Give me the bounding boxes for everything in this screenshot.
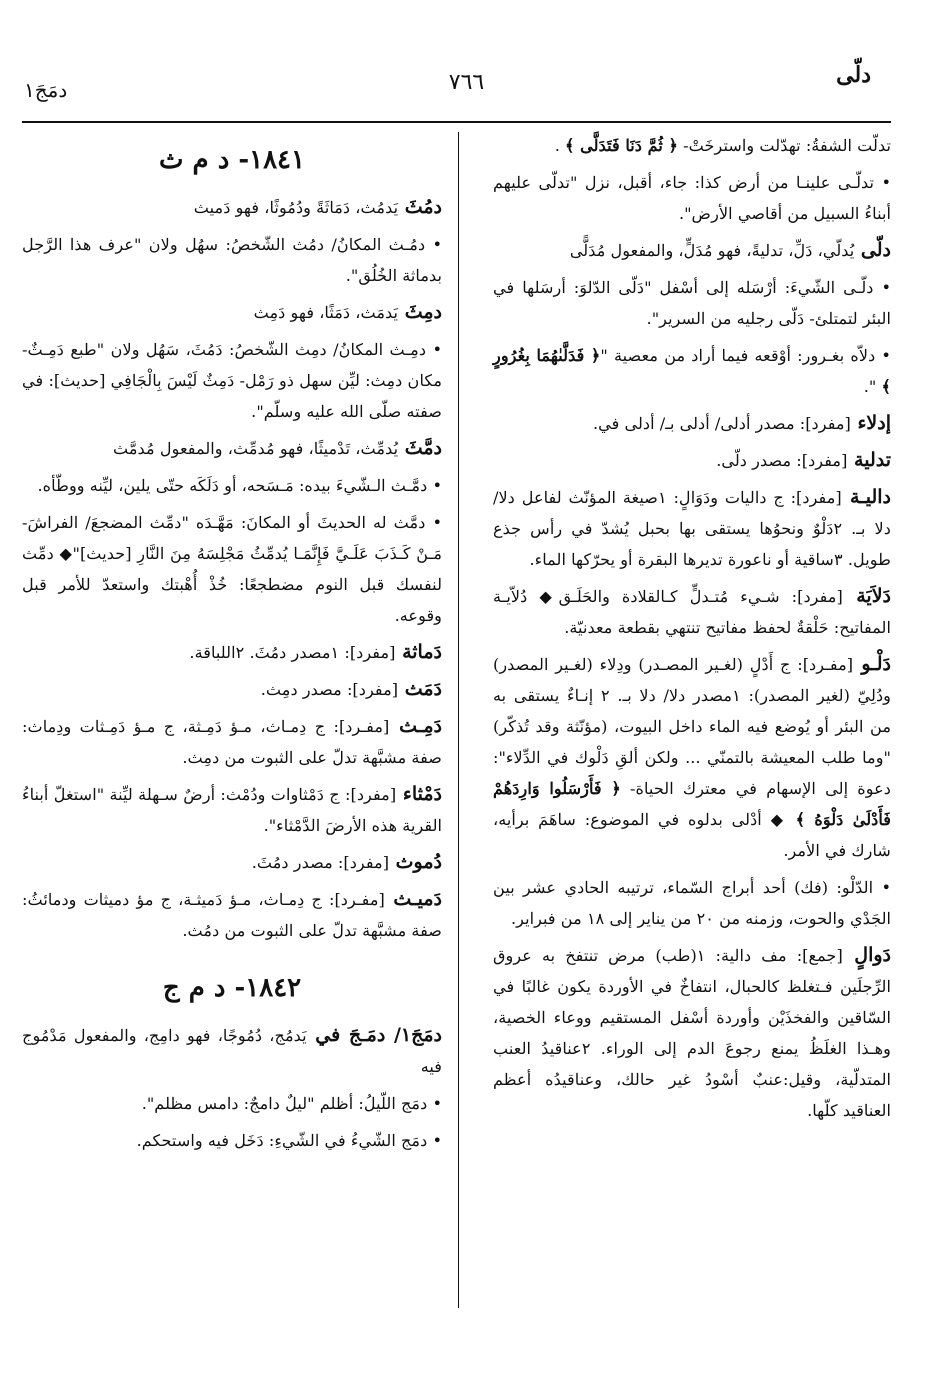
- quran-quote: ﴿ ثُمَّ دَنَا فَتَدَلَّى ﴾: [565, 136, 679, 155]
- entry-text: • دمَج اللّيلُ: أظلم "ليلٌ دامجٌ: دامس مظلم".: [141, 1094, 442, 1113]
- entry-text: • دمَّث له الحديثَ أو المكانَ: مَهَّـدَه "دمِّث المضجعَ/ الفراشَ- مَـنْ كَـذَبَ عَلَـيَّ فَإِنَّمَـا يُدمِّثُ مَجْلِسَهُ مِنَ النَّارِ [حديث]"◆ دمِّث لنفسك قبل النوم مضطجعًا: خُذْ أُهْبتك واستعدّ للأمر قبل وقوعه.: [22, 513, 442, 625]
- headword: دمِثَ: [398, 301, 442, 323]
- entry-paragraph: [22, 297, 442, 328]
- entry-text: [مفـرد]: ج دِمـاث، مـؤ دَميثـة، ج مؤ دميثات ودمائثُ: صفة مشبَّهة تدلّ على الثبوت من دمُث.: [22, 890, 442, 940]
- headword: دَميـث: [384, 888, 442, 910]
- entry-text: [مفرد]: ج داليات ودَوَالٍ: ١صيغة المؤنّث لفاعل دلا/ دلا بـ. ٢دَلْوٌ ونحوُها يستقى بها بحبل يُشدّ في رأس جذع طويل. ٣ساقية أو ناعورة تديرها البقرة أو يحرّكها الماء.: [493, 488, 891, 569]
- entry-text: يَدمَث، دَمَثًا، فهو دَمِث: [253, 303, 399, 322]
- entry-paragraph: [22, 779, 442, 841]
- headword: دَمْثاء: [396, 783, 442, 805]
- headword: دَماثة: [395, 641, 442, 663]
- entry-paragraph: [22, 637, 442, 668]
- entry-paragraph: [22, 884, 442, 946]
- headword: إدلاء: [850, 412, 891, 434]
- entry-paragraph: [22, 674, 442, 705]
- entry-paragraph: [493, 581, 891, 643]
- entry-paragraph: [22, 711, 442, 773]
- entry-text: • دلّـى الشّيءَ: أرْسَله إلى أسْفل "دَلّى الدّلوَ: أرسَلها في البئر لتمتلئ- دَلّى رجليه من السرير".: [493, 278, 891, 328]
- root-heading: ١٨٤١- د م ث: [159, 145, 305, 175]
- running-head-left: دمَجَ١: [24, 78, 68, 102]
- entry-text: • دلاّه بغـرور: أوْقعه فيما أراد من معصية ": [600, 346, 891, 365]
- headword: دَمِـث: [389, 715, 442, 737]
- entry-text: • الدّلْو: (فك) أحد أبراج السّماء، ترتيبه الحادي عشر بين الجَدْي والحوت، وزمنه من ٢٠ من يناير إلى ١٨ من فبراير.: [493, 878, 891, 928]
- entry-text: يَدمُج، دُمُوجًا، فهو دامِج، والمفعول مَدْمُوج فيه: [22, 1026, 442, 1076]
- quran-quote: ﴿ فَدَلَّىٰهُمَا بِغُرُورٍ ﴾: [493, 346, 891, 396]
- entry-paragraph: [493, 167, 891, 229]
- entry-text: ◆ أدْلى بدلوه في الموضوع: ساهَمَ برأيه، شارك في الأمر.: [493, 810, 891, 860]
- entry-paragraph: [22, 1088, 442, 1119]
- headword: داليـة: [841, 486, 891, 508]
- entry-paragraph: [22, 334, 442, 427]
- entry-text: • دمِـث المكانُ/ دمِث الشّخصُ: دَمُثَ، سَهُل ولان "طبع دَمِـثٌ- مكان دمِث: ليِّن سهل ذو رَمْل- دَمِثٌ لَيْسَ بِالْجَافِي [حديث]: في صفته صلّى الله عليه وسلّم".: [22, 340, 442, 421]
- entry-paragraph: [493, 272, 891, 334]
- entry-text: [مفرد]: شـيء مُتـدلٍّ كـالقلادة والحَلَـق◆ دُلاّيـة المفاتيح: حَلْقةٌ لحفظ مفاتيح تنتهي بقطعة معدنيّة.: [493, 587, 891, 637]
- headword: دُموث: [389, 851, 442, 873]
- entry-paragraph: [22, 433, 442, 464]
- entry-text: [مفرد]: مصدر دمُثَ.: [251, 853, 390, 872]
- entry-text: [مفرد]: مصدر دمِث.: [260, 680, 399, 699]
- entry-text: ".: [863, 377, 882, 396]
- entry-text: [جمع]: مف دالية: ١(طب) مرض تنتفخ به عروق الرِّجلَين فـتغلظ كالحبال، انتفاخٌ في الأوردة يكون غالبًا في السّاقين والفخذَيْن وأوردة أسْفل المستقيم ووعاء الخصية، وهـذا الغلَظُ يمنع رجوعَ الدم إلى الوراء. ٢عناقيدُ العنب المتدلّية، وقيل:عنبٌ أسْودُ غير حالك، وعناقيدُه أعظم العناقيد كلّها.: [493, 946, 891, 1120]
- entry-paragraph: [493, 940, 891, 1126]
- entry-paragraph: [493, 872, 891, 934]
- entry-text: تدلّت الشفةُ: تهدّلت واسترخَتْ-: [678, 136, 891, 155]
- entry-paragraph: [493, 408, 891, 439]
- entry-paragraph: [22, 229, 442, 291]
- entry-text: يُدمِّث، تَدْميثًا، فهو مُدمِّث، والمفعول مُدمَّث: [112, 439, 399, 458]
- headword: دَوالٍ: [842, 944, 891, 966]
- entry-text: [مفرد]: مصدر دلّى.: [716, 451, 848, 470]
- quran-quote: ﴿ فَأَرْسَلُوا وَارِدَهُمْ فَأَدْلَىٰ دَلْوَهُ ﴾: [493, 779, 892, 829]
- headword: دَمَث: [398, 678, 442, 700]
- page-number: ٧٦٦: [448, 70, 485, 95]
- running-head-right: دلّى: [836, 62, 871, 88]
- entry-paragraph: [22, 1020, 442, 1082]
- entry-paragraph: [493, 445, 891, 476]
- headword: تدلية: [847, 449, 891, 471]
- entry-paragraph: [493, 235, 891, 266]
- root-heading: ١٨٤٢- د م ج: [162, 973, 302, 1003]
- entry-text: يُدلّي، دَلِّ، تدليةً، فهو مُدَلٍّ، والمفعول مُدَلًّى: [569, 241, 855, 260]
- headword: دَلاَيَة: [842, 585, 891, 607]
- entry-text: [مفـرد]: ج أَدْلٍ (لغـير المصـدر) ودِلاء (لغـير المصدر) ودُلِيّ (لغير المصدر): ١مصدر دلا/ دلا بـ. ٢ إنـاءٌ يستقى به من البئر أو يُوضع فيه الماء داخل البيوت، (مؤنّثة وقد تُذكّر) "وما طلب المعيشة بالتمنّي ... ولكن ألقِ دَلْوك في الدِّلاء": دعوة إلى الإسهام في معترك الحياة-: [493, 655, 891, 798]
- header-rule: [22, 121, 891, 123]
- left-column: [22, 130, 442, 1162]
- entry-paragraph: [22, 507, 442, 631]
- headword: دمَّثَ: [398, 437, 442, 459]
- entry-paragraph: [493, 340, 891, 402]
- entry-paragraph: [22, 470, 442, 501]
- entry-paragraph: [22, 192, 442, 223]
- entry-paragraph: [22, 1125, 442, 1156]
- right-column: [493, 130, 891, 1132]
- entry-text: [مفرد]: مصدر أدلى/ أدلى بـ/ أدلى في.: [592, 414, 851, 433]
- entry-text: • تدلّـى علينـا من أرض كذا: جاء، أقبل، نزل "تدلّى عليهم أبناءُ السبيل من أقاصي الأرض".: [493, 173, 891, 223]
- headword: دلّى: [854, 239, 891, 261]
- entry-text: • دمَج الشّيءُ في الشّيءِ: دَخَل فيه واستحكم.: [136, 1131, 442, 1150]
- entry-text: • دمُـث المكانُ/ دمُث الشّخصُ: سهُل ولان "عرف هذا الرَّجل بدماثة الخُلُق".: [22, 235, 442, 285]
- entry-text: [مفـرد]: ج دِمـاث، مـؤ دَمِـثة، ج مـؤ دَمِـثات ودِماث: صفة مشبَّهة تدلّ على الثبوت من دمِث.: [22, 717, 442, 767]
- column-divider: [458, 132, 459, 1308]
- headword: دَلْـو: [853, 653, 891, 675]
- entry-text: [مفرد]: ج دَمْثاوات ودُمْث: أرضٌ سـهلة ليِّنة "استغلّ أبناءُ القرية هذه الأرضَ الدَّمْثاء".: [22, 785, 442, 835]
- entry-text: • دمَّـث الـشّيءَ بيده: مَـسَحه، أو دَلَكَه حتّى يلين، ليِّنه ووطّأه.: [37, 476, 442, 495]
- entry-paragraph: [493, 649, 891, 866]
- entry-paragraph: [493, 130, 891, 161]
- entry-paragraph: [22, 847, 442, 878]
- entry-text: [مفرد]: ١مصدر دمُثَ. ٢اللباقة.: [189, 643, 396, 662]
- headword: دمُثَ: [398, 196, 442, 218]
- headword: دمَجَ١/ دمَـجَ في: [306, 1024, 443, 1046]
- entry-text: .: [554, 136, 566, 155]
- entry-paragraph: [493, 482, 891, 575]
- entry-text: يَدمُث، دَمَاثَةً ودُمُوثًا، فهو دَميث: [193, 198, 399, 217]
